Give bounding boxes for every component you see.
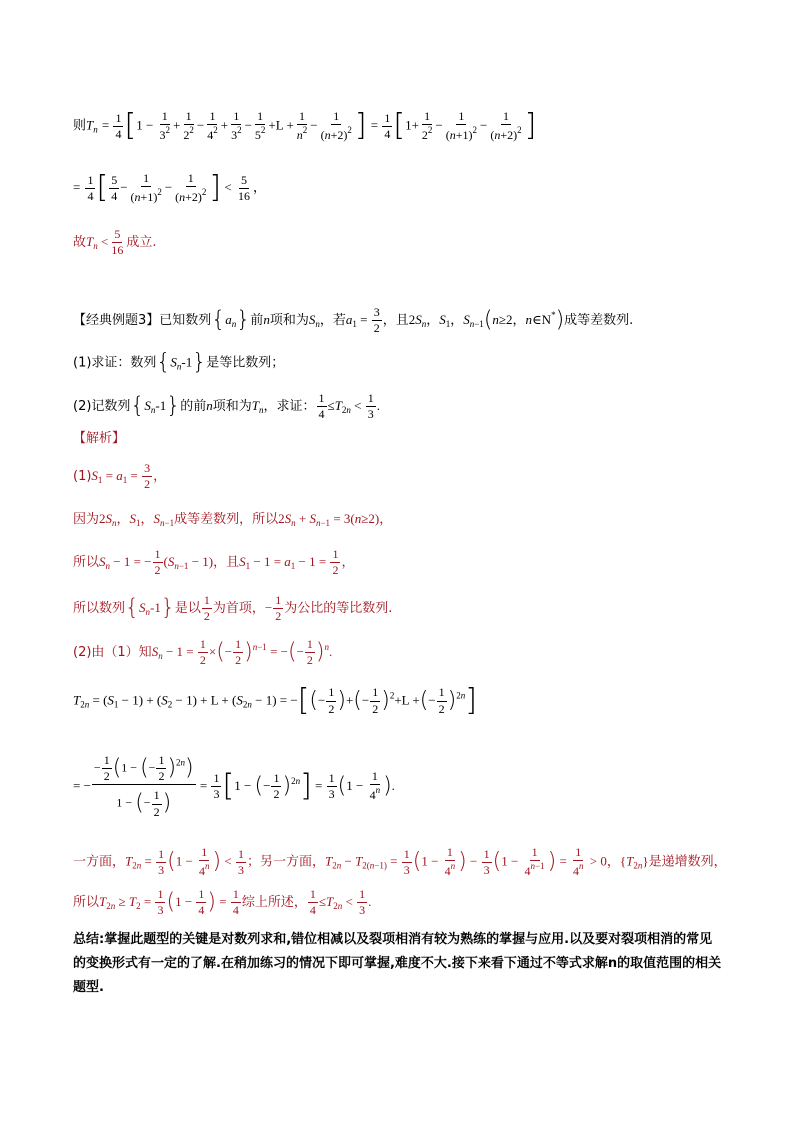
b1-prefix: (2)由（1）知 (73, 645, 152, 661)
c2-prefix: 所以 (73, 895, 100, 911)
example-text-c: 项和为 (269, 313, 309, 329)
answer-line-2: 因为$2S_n$，$S_1$，$S_{n-1}$成等差数列，所以$2S_n + S_{n-1} = 3(n\ge 2)$， (73, 511, 393, 528)
a4-mid2: 为首项， (212, 601, 265, 617)
example-title-line: 【经典例题3】已知数列$\{a_n\}$前n项和为$S_n$，若$a_1$ = $\frac{3}{2}$ ，且$2S_n$，$S_1$，$S_{n-1}(n\ge 2$，n∈N*)成等差数列. (73, 305, 634, 336)
q2-label: (2)记数列 (73, 399, 131, 415)
answer-part2-line-2: $T_{2n} = (S_1 - 1) + (S_2 - 1) + L + (S_{2n} - 1)$ = −[(− $\frac{1}{2}$ )+(− $\frac{1}{2}$ )$^2$+L +(− $\frac{1}{2}$ )$^{2n}$] (73, 683, 477, 718)
equation-line-1: 则$T_n$ = $\frac{1}{4}$ [1 − $\frac{1}{3^2}$ + $\frac{1}{2^2}$ − $\frac{1}{4^2}$ + $\frac{1}{3^2}$ − $\frac{1}{5^2}$ +L + $\frac{1}{n^2}$ − $\frac{1}{(n+2)^2}$ ] = $\frac{1}{4}$ [1+ $\frac{1}{2^2}$ − $\frac{1}{(n+1)^2}$ − $\frac{1}{(n+2)^2}$ ] (73, 108, 537, 144)
c1-tail: 是递增数列， (648, 854, 727, 870)
answer-part2-line-5: 所以$T_{2n} \ge T_2$ = $\frac{1}{3}$ (1 − $\frac{1}{4}$ ) = $\frac{1}{4}$ 综上所述， $\frac{1}{4}$ $\le T_{2n}$ < $\frac{1}{3}$ . (73, 887, 372, 918)
q2-mid: 的前 (180, 399, 207, 415)
a3-mid: ，且 (213, 555, 240, 571)
text-ze: 则 (73, 118, 87, 134)
equals-sign: = (73, 179, 81, 195)
a2-prefix: 因为 (73, 512, 100, 527)
text-chengli: 成立. (126, 235, 157, 251)
answer-line-3: 所以$S_n - 1$ = − $\frac{1}{2}$ $(S_{n-1} - 1)$，且$S_1 - 1 = a_1 - 1$ = $\frac{1}{2}$ ， (73, 547, 355, 578)
text-gu: 故 (73, 235, 87, 251)
answer-part2-line-1: (2)由（1）知$S_n - 1$ = $\frac{1}{2}$ ×(− $\frac{1}{2}$ )$^{n-1}$ = −(− $\frac{1}{2}$ )$^n$. (73, 637, 333, 668)
example-text-b: 前 (250, 313, 264, 329)
question-1: (1)求证：数列$\{S_n-1\}$是等比数列； (73, 350, 285, 375)
summary-paragraph: 总结:掌握此题型的关键是对数列求和,错位相减以及裂项相消有较为熟练的掌握与应用.以及要对裂项相消的常见的变换形式有一定的了解.在稍加练习的情况下即可掌握,难度不大.接下来看下通过不等式求解n的取值范围的相关题型. (73, 932, 722, 995)
a4-prefix: 所以数列 (73, 601, 126, 617)
answer-part2-line-3: = − − $\frac{1}{2}$ (1 − (− $\frac{1}{2}$ )$^{2n}$) 1 − (− $\frac{1}{2}$ ) = $\frac{1}{3}$ [1 − (− $\frac{1}{2}$ )$^{2n}$] = $\frac{1}{3}$ (1 − $\frac{1}{4^n}$ ). (73, 753, 395, 819)
example-text-e: ，且 (382, 313, 409, 329)
question-2: (2)记数列$\{S_n-1\}$的前n项和为$T_n$，求证： $\frac{1}{4}$ $\le T_{2n}$ < $\frac{1}{3}$ . (73, 391, 381, 422)
a2-mid: 成等差数列，所以 (174, 512, 279, 527)
a4-mid: 是以 (174, 601, 201, 617)
c2-mid: 综上所述， (241, 895, 307, 911)
c1-other: ；另一方面， (246, 854, 325, 870)
example-text-d: ，若 (319, 313, 346, 329)
q2-mid2: 项和为 (212, 399, 252, 415)
c1-oneside: 一方面， (73, 854, 126, 870)
q2-tail: ，求证： (263, 399, 316, 415)
a1-prefix: (1) (73, 469, 92, 485)
answer-part2-line-4: 一方面，$T_{2n}$ = $\frac{1}{3}$ (1 − $\frac{1}{4^n}$ ) < $\frac{1}{3}$ ；另一方面，$T_{2n} - T_{2(n-1)}$ = $\frac{1}{3}$ (1 − $\frac{1}{4^n}$ ) − $\frac{1}{3}$ (1 − $\frac{1}{4^{n-1}}$ ) = $\frac{1}{4^n}$ > 0，$\{T_{2n}\}$是递增数列， (73, 845, 727, 879)
q1-tail: 是等比数列； (206, 355, 285, 371)
answer-line-4: 所以数列$\{S_n-1\}$是以 $\frac{1}{2}$ 为首项，− $\frac{1}{2}$ 为公比的等比数列. (73, 593, 393, 624)
example-text-f: 成等差数列. (564, 313, 634, 329)
answer-line-1: $(1)S_1 = a_1$ = $\frac{3}{2}$ ， (73, 461, 167, 492)
a4-tail: 为公比的等比数列. (284, 601, 393, 617)
example-title: 【经典例题3】 (73, 313, 160, 329)
analysis-title: 【解析】 (73, 431, 126, 446)
conclusion-line: 故$T_n$ < $\frac{5}{16}$ 成立. (73, 227, 157, 258)
a3-prefix: 所以 (73, 555, 100, 571)
example-text-a: 已知数列 (159, 313, 212, 329)
q1-label: (1)求证：数列 (73, 355, 157, 371)
equation-line-2: = $\frac{1}{4}$ [ $\frac{5}{4}$ − $\frac{1}{(n+1)^2}$ − $\frac{1}{(n+2)^2}$ ] < $\frac{5}{16}$ ， (73, 170, 266, 206)
